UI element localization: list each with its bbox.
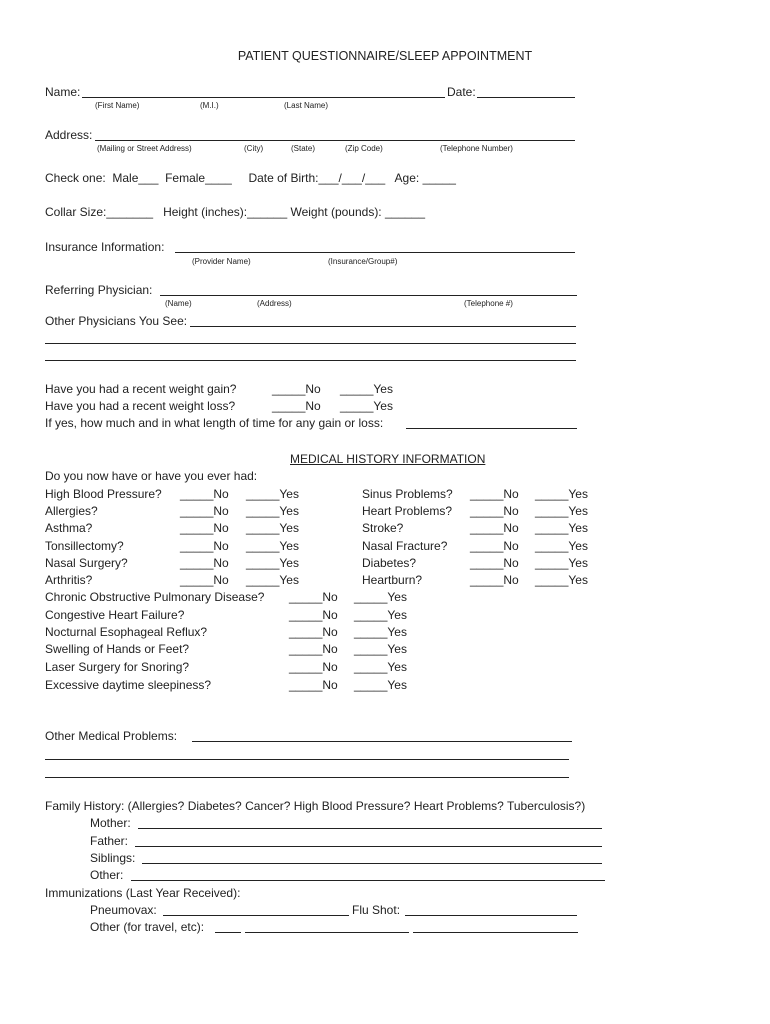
answer-yes[interactable]: _____Yes xyxy=(354,590,407,604)
mother-field[interactable] xyxy=(138,828,602,829)
city-caption: (City) xyxy=(244,144,264,153)
travel-field-1[interactable] xyxy=(215,932,241,933)
weight-loss-question: Have you had a recent weight loss? xyxy=(45,399,236,413)
address-field[interactable] xyxy=(95,140,575,141)
other-medical-line-3[interactable] xyxy=(45,777,569,778)
other-physicians-field[interactable] xyxy=(190,326,576,327)
insurance-label: Insurance Information: xyxy=(45,240,165,254)
referring-field[interactable] xyxy=(160,295,577,296)
q-nasal-surgery: Nasal Surgery? xyxy=(45,556,128,570)
mi-caption: (M.I.) xyxy=(200,101,219,110)
group-caption: (Insurance/Group#) xyxy=(328,257,398,266)
address-label: Address: xyxy=(45,128,93,142)
answer-no[interactable]: _____No xyxy=(470,521,519,535)
answer-yes[interactable]: _____Yes xyxy=(535,556,588,570)
other-physicians-line-2[interactable] xyxy=(45,343,576,344)
q-copd: Chronic Obstructive Pulmonary Disease? xyxy=(45,590,265,604)
page-title: PATIENT QUESTIONNAIRE/SLEEP APPOINTMENT xyxy=(237,49,533,63)
answer-no[interactable]: _____No xyxy=(180,573,229,587)
answer-yes[interactable]: _____Yes xyxy=(535,539,588,553)
medical-intro: Do you now have or have you ever had: xyxy=(45,469,258,483)
ref-address-caption: (Address) xyxy=(257,299,292,308)
insurance-field[interactable] xyxy=(175,252,575,253)
street-caption: (Mailing or Street Address) xyxy=(97,144,192,153)
answer-yes[interactable]: _____Yes xyxy=(535,504,588,518)
answer-yes[interactable]: _____Yes xyxy=(535,573,588,587)
weight-gain-no[interactable]: _____No xyxy=(272,382,321,396)
name-label: Name: xyxy=(45,85,81,99)
answer-no[interactable]: _____No xyxy=(180,556,229,570)
answer-yes[interactable]: _____Yes xyxy=(246,487,299,501)
answer-yes[interactable]: _____Yes xyxy=(354,608,407,622)
weight-loss-no[interactable]: _____No xyxy=(272,399,321,413)
immunizations-heading: Immunizations (Last Year Received): xyxy=(45,886,241,900)
answer-yes[interactable]: _____Yes xyxy=(246,521,299,535)
other-physicians-label: Other Physicians You See: xyxy=(45,314,188,328)
answer-yes[interactable]: _____Yes xyxy=(246,573,299,587)
q-congestive-heart-failure: Congestive Heart Failure? xyxy=(45,608,185,622)
q-sinus-problems: Sinus Problems? xyxy=(362,487,453,501)
other-medical-label: Other Medical Problems: xyxy=(45,729,178,743)
answer-no[interactable]: _____No xyxy=(470,556,519,570)
state-caption: (State) xyxy=(291,144,316,153)
answer-no[interactable]: _____No xyxy=(180,521,229,535)
phone-caption: (Telephone Number) xyxy=(440,144,513,153)
siblings-label: Siblings: xyxy=(90,851,136,865)
answer-no[interactable]: _____No xyxy=(180,487,229,501)
answer-no[interactable]: _____No xyxy=(289,678,338,692)
last-name-caption: (Last Name) xyxy=(284,101,329,110)
collar-height-weight-row[interactable]: Collar Size:_______ Height (inches):______ Weight (pounds): ______ xyxy=(45,205,426,219)
family-other-label: Other: xyxy=(90,868,124,882)
q-nocturnal-reflux: Nocturnal Esophageal Reflux? xyxy=(45,625,208,639)
q-allergies: Allergies? xyxy=(45,504,98,518)
weight-gain-question: Have you had a recent weight gain? xyxy=(45,382,237,396)
answer-yes[interactable]: _____Yes xyxy=(246,504,299,518)
weight-how-much-label: If yes, how much and in what length of time for any gain or loss: xyxy=(45,416,384,430)
name-field[interactable] xyxy=(82,97,445,98)
referring-label: Referring Physician: xyxy=(45,283,153,297)
q-diabetes: Diabetes? xyxy=(362,556,417,570)
q-heart-problems: Heart Problems? xyxy=(362,504,453,518)
answer-yes[interactable]: _____Yes xyxy=(354,660,407,674)
travel-field-2[interactable] xyxy=(245,932,409,933)
mother-label: Mother: xyxy=(90,816,131,830)
answer-no[interactable]: _____No xyxy=(289,608,338,622)
q-swelling: Swelling of Hands or Feet? xyxy=(45,642,190,656)
ref-name-caption: (Name) xyxy=(165,299,192,308)
father-label: Father: xyxy=(90,834,129,848)
answer-no[interactable]: _____No xyxy=(180,539,229,553)
q-daytime-sleepiness: Excessive daytime sleepiness? xyxy=(45,678,212,692)
answer-yes[interactable]: _____Yes xyxy=(246,556,299,570)
answer-no[interactable]: _____No xyxy=(180,504,229,518)
answer-yes[interactable]: _____Yes xyxy=(354,625,407,639)
answer-no[interactable]: _____No xyxy=(470,487,519,501)
answer-yes[interactable]: _____Yes xyxy=(354,642,407,656)
travel-label: Other (for travel, etc): xyxy=(90,920,205,934)
family-other-field[interactable] xyxy=(131,880,605,881)
flu-shot-label: Flu Shot: xyxy=(352,903,401,917)
q-heartburn: Heartburn? xyxy=(362,573,423,587)
q-arthritis: Arthritis? xyxy=(45,573,93,587)
weight-loss-yes[interactable]: _____Yes xyxy=(340,399,393,413)
ref-phone-caption: (Telephone #) xyxy=(464,299,513,308)
answer-no[interactable]: _____No xyxy=(289,625,338,639)
answer-no[interactable]: _____No xyxy=(289,660,338,674)
sex-dob-age-row[interactable]: Check one: Male___ Female____ Date of Birth:___/___/___ Age: _____ xyxy=(45,171,456,185)
zip-caption: (Zip Code) xyxy=(345,144,383,153)
travel-field-3[interactable] xyxy=(413,932,578,933)
q-laser-surgery: Laser Surgery for Snoring? xyxy=(45,660,190,674)
other-medical-field[interactable] xyxy=(192,741,572,742)
weight-gain-yes[interactable]: _____Yes xyxy=(340,382,393,396)
q-asthma: Asthma? xyxy=(45,521,93,535)
answer-yes[interactable]: _____Yes xyxy=(535,487,588,501)
answer-no[interactable]: _____No xyxy=(289,590,338,604)
flu-shot-field[interactable] xyxy=(405,915,577,916)
answer-yes[interactable]: _____Yes xyxy=(246,539,299,553)
answer-no[interactable]: _____No xyxy=(289,642,338,656)
provider-caption: (Provider Name) xyxy=(192,257,251,266)
answer-no[interactable]: _____No xyxy=(470,504,519,518)
q-tonsillectomy: Tonsillectomy? xyxy=(45,539,124,553)
q-stroke: Stroke? xyxy=(362,521,404,535)
other-medical-line-2[interactable] xyxy=(45,759,569,760)
family-history-heading: Family History: (Allergies? Diabetes? Cancer? High Blood Pressure? Heart Problems? Tuberculosis?) xyxy=(45,799,586,813)
father-field[interactable] xyxy=(135,846,602,847)
q-high-blood-pressure: High Blood Pressure? xyxy=(45,487,162,501)
first-name-caption: (First Name) xyxy=(95,101,140,110)
answer-no[interactable]: _____No xyxy=(470,539,519,553)
siblings-field[interactable] xyxy=(142,863,602,864)
answer-yes[interactable]: _____Yes xyxy=(354,678,407,692)
pneumovax-field[interactable] xyxy=(163,915,349,916)
date-field[interactable] xyxy=(477,97,575,98)
date-label: Date: xyxy=(447,85,476,99)
q-nasal-fracture: Nasal Fracture? xyxy=(362,539,448,553)
answer-yes[interactable]: _____Yes xyxy=(535,521,588,535)
other-physicians-line-3[interactable] xyxy=(45,360,576,361)
medical-history-heading: MEDICAL HISTORY INFORMATION xyxy=(290,452,486,466)
weight-how-much-field[interactable] xyxy=(406,428,577,429)
pneumovax-label: Pneumovax: xyxy=(90,903,157,917)
answer-no[interactable]: _____No xyxy=(470,573,519,587)
